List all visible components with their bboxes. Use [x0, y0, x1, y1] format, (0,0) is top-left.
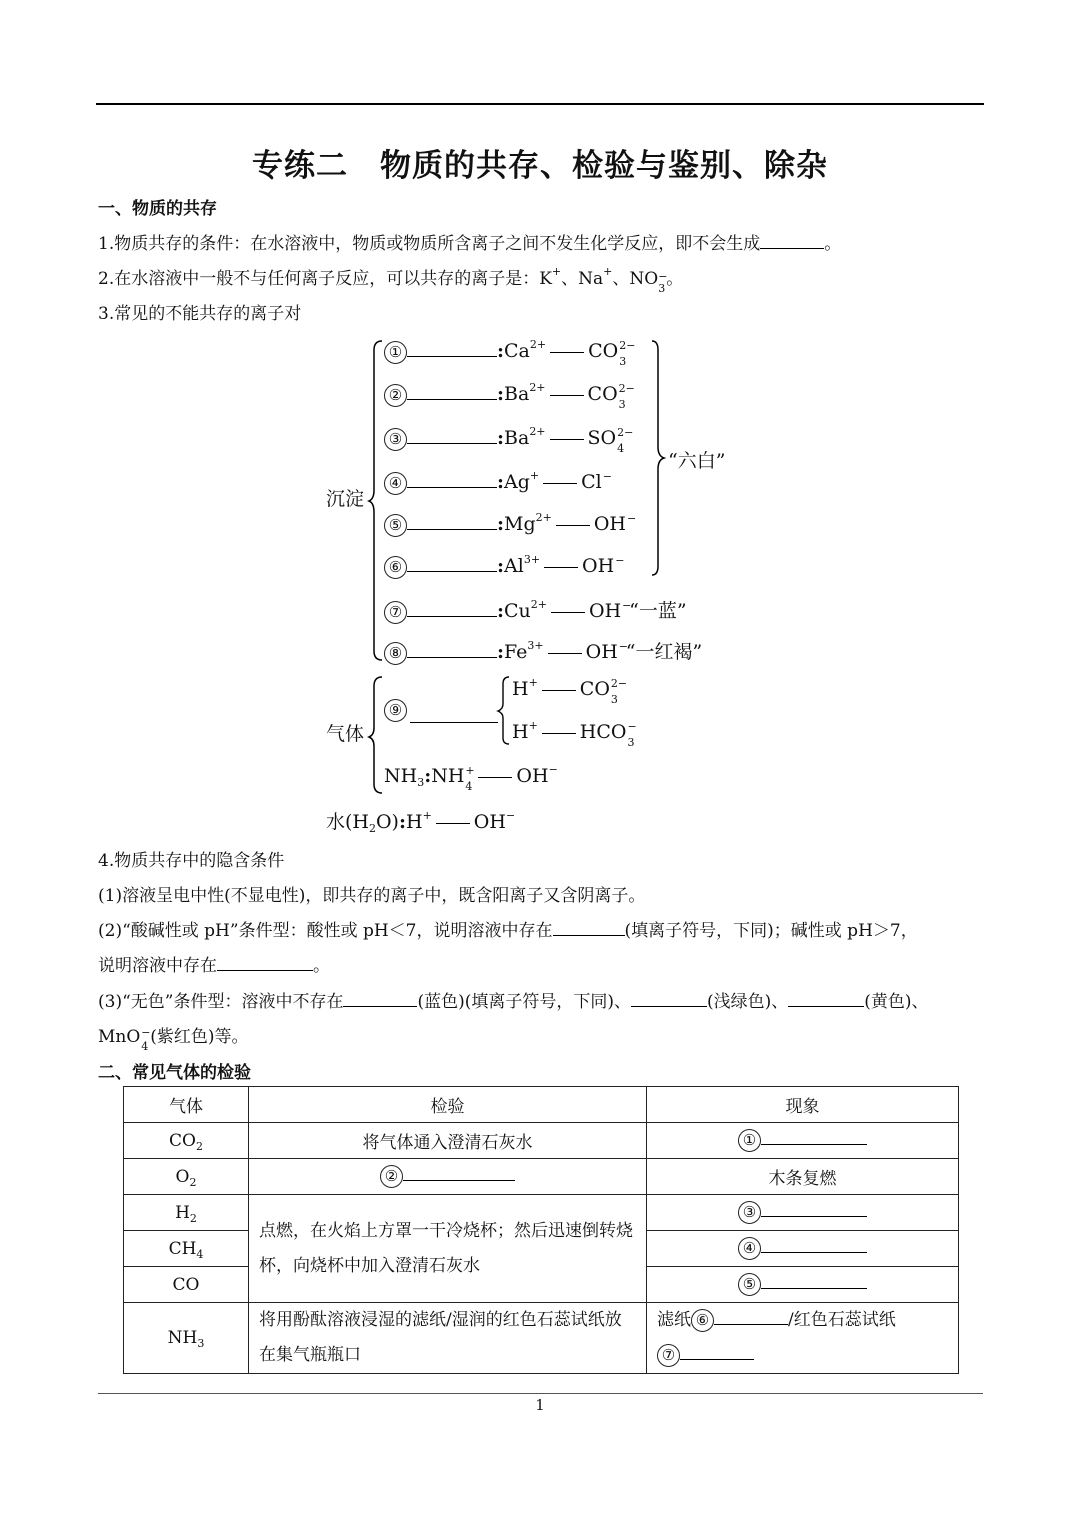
gas-name: CH: [168, 1238, 197, 1259]
combustion-test-cell: 点燃，在火焰上方罩一干冷烧杯；然后迅速倒转烧杯，向烧杯中加入澄清石灰水: [249, 1195, 647, 1303]
anion-charge: −: [627, 512, 637, 525]
anion: OH: [589, 600, 622, 622]
pair-number: ⑥: [384, 556, 407, 579]
gas-cell: [124, 1195, 249, 1231]
item4-3-cont: [98, 1022, 249, 1053]
cation: Ca: [504, 340, 530, 362]
gas-cell: [124, 1231, 249, 1267]
pair-dash: [551, 612, 585, 613]
item4: 4.物质共存中的隐含条件: [98, 851, 285, 871]
pair-number: ②: [384, 384, 407, 407]
pair-number: ⑧: [384, 642, 407, 665]
charge: +: [465, 764, 475, 777]
phenomenon-cell: [647, 1303, 959, 1374]
test-cell: 将用酚酞溶液浸湿的滤纸/湿润的红色石蕊试纸放在集气瓶瓶口: [249, 1303, 647, 1374]
pair-dash: [550, 352, 584, 353]
pair-dash: [436, 823, 470, 824]
water-label: 水(H: [326, 811, 369, 833]
cation: Fe: [504, 641, 528, 663]
precipitate-pair-row: ⑧ $:Fe^{3+}$ OH − “一红褐”: [384, 637, 702, 665]
bottom-rule: [98, 1393, 983, 1394]
cation: H: [406, 811, 423, 833]
header-phenomenon: 现象: [647, 1087, 959, 1123]
answer-blank[interactable]: [760, 247, 824, 249]
cation: NH: [431, 765, 465, 787]
cation-charge: 2+: [529, 425, 546, 438]
water-label-end: O): [375, 811, 399, 833]
answer-blank[interactable]: [407, 355, 497, 357]
item4-2-text: (2)“酸碱性或 pH”条件型：酸性或 pH＜7，说明溶液中存在: [98, 921, 553, 941]
answer-blank[interactable]: [788, 1005, 864, 1007]
precipitate-pair-row: ④ :Ag+ Cl −: [384, 471, 610, 495]
answer-blank[interactable]: [714, 1323, 788, 1325]
gas-pair-brace: [497, 676, 511, 746]
charge: −: [505, 809, 516, 822]
gas-brace: [368, 676, 384, 796]
pair-number: ④: [384, 472, 407, 495]
test-cell: [249, 1159, 647, 1195]
charge: −: [548, 763, 558, 776]
sub: 2: [189, 1211, 197, 1225]
anion-charge: −: [602, 470, 612, 483]
cation-charge: 2+: [529, 338, 547, 351]
cation: Mg: [504, 513, 536, 535]
phenomenon-cell: 木条复燃: [647, 1159, 959, 1195]
page-number: 1: [535, 1396, 545, 1414]
gas-name: NH: [167, 1328, 198, 1348]
anion: OH: [585, 641, 618, 663]
answer-blank[interactable]: [403, 1179, 515, 1181]
sub: 3: [627, 736, 635, 749]
anion-charge: −: [615, 554, 625, 567]
item4-3-text4: (黄色)、: [864, 992, 929, 1012]
anion: Cl: [581, 471, 602, 493]
gas-pair-2: [512, 719, 640, 749]
precipitate-pair-row: ⑦ $:Cu^{2+}$ OH − “一蓝”: [384, 596, 687, 624]
answer-blank[interactable]: [217, 969, 313, 971]
item4-2-text2: (填离子符号，下同)；碱性或 pH＞7，: [624, 921, 918, 941]
item1-end: 。: [824, 234, 842, 254]
pair-dash: [542, 690, 576, 691]
anion-charge: −: [618, 640, 628, 653]
cation-charge: +: [529, 469, 540, 482]
header-gas: 气体: [124, 1087, 249, 1123]
answer-blank[interactable]: [761, 1215, 867, 1217]
item2-text: 2.在水溶液中一般不与任何离子反应，可以共存的离子是：: [98, 269, 540, 289]
phenomenon-cell: [647, 1231, 959, 1267]
sub: 3: [610, 693, 618, 706]
item4-2: [98, 916, 918, 941]
sub: 3: [417, 776, 425, 789]
cation-charge: 2+: [535, 511, 552, 524]
pair-dash: [543, 483, 577, 484]
anion-charge: 2−: [619, 339, 636, 352]
gas-cell: [124, 1159, 249, 1195]
gas-num: [384, 698, 407, 722]
cation: Ba: [504, 383, 530, 405]
anion: HCO: [579, 721, 627, 743]
gas-name: H: [175, 1202, 190, 1223]
answer-blank[interactable]: [631, 1005, 707, 1007]
ion-charge: +: [603, 265, 613, 278]
gas-cell: [124, 1123, 249, 1159]
ion-charge: +: [551, 265, 562, 278]
nh3-pair: $NH_3:NH$ 4 + OH−: [384, 763, 558, 793]
item4-1: (1)溶液呈电中性(不显电性)，即共存的离子中，既含阳离子又含阴离子。: [98, 886, 646, 906]
num: ③: [738, 1201, 761, 1224]
gas-label: 气体: [326, 723, 365, 745]
pair-dash: [542, 733, 576, 734]
answer-blank[interactable]: [407, 528, 497, 530]
mno4: MnO: [98, 1027, 141, 1047]
cation-charge: 2+: [530, 598, 548, 611]
six-white-brace: [650, 340, 670, 580]
filter-paper-label: 滤纸: [657, 1310, 691, 1330]
pair-dash: [544, 567, 578, 568]
color-note: “一红褐”: [625, 641, 703, 663]
pair-number: ⑤: [384, 514, 407, 537]
anion-charge: −: [622, 599, 632, 612]
section1-heading: 一、物质的共存: [98, 199, 217, 219]
sub: 4: [141, 1040, 149, 1053]
answer-blank[interactable]: [407, 656, 497, 658]
sub: 4: [465, 780, 473, 793]
item4-2-text3: 说明溶液中存在: [98, 956, 217, 976]
num: ④: [738, 1237, 761, 1260]
item4-3-text3: (浅绿色)、: [707, 992, 789, 1012]
charge: +: [422, 809, 432, 822]
answer-blank[interactable]: [761, 1143, 867, 1145]
phenomenon-cell: [647, 1267, 959, 1303]
pair-number: ①: [384, 341, 407, 364]
precipitate-pair-row: ① $:Ca^{2+}$ CO 3 2−: [384, 340, 638, 364]
charge: 2−: [610, 677, 628, 690]
answer-blank[interactable]: [407, 570, 497, 572]
item3: 3.常见的不能共存的离子对: [98, 304, 302, 324]
item4-3-end: (紫红色)等。: [150, 1027, 249, 1047]
cation-charge: 3+: [523, 553, 541, 566]
page-title: 专练二 物质的共存、检验与鉴别、除杂: [252, 148, 828, 184]
cation: Ag: [504, 471, 530, 493]
nh3-label: NH: [384, 765, 418, 787]
anion: CO: [588, 340, 619, 362]
gas-blank[interactable]: [410, 722, 498, 723]
anion: OH: [516, 765, 549, 787]
table-row: [124, 1123, 959, 1159]
item1-text: 1.物质共存的条件：在水溶液中，物质或物质所含离子之间不发生化学反应，即不会生成: [98, 234, 761, 254]
ion-k: K: [539, 269, 552, 289]
item2: [98, 264, 684, 295]
pair-number: ⑦: [384, 601, 407, 624]
anion: SO: [587, 427, 617, 449]
gas-cell: [124, 1303, 249, 1374]
item2-end: 。: [666, 269, 684, 289]
ion-charge: −: [658, 270, 668, 283]
answer-blank[interactable]: [761, 1251, 867, 1253]
charge: −: [141, 1026, 151, 1039]
sub: 2: [195, 1139, 203, 1153]
num: ①: [738, 1129, 761, 1152]
answer-blank[interactable]: [680, 1358, 754, 1360]
charge: +: [528, 719, 538, 732]
item4-3-text: (3)“无色”条件型：溶液中不存在: [98, 992, 344, 1012]
cation-charge: 3+: [527, 639, 544, 652]
precipitate-pair-row: ③ $:Ba^{2+}$ SO 4 2−: [384, 427, 636, 451]
precipitate-pair-row: ② $:Ba^{2+}$ CO 3 2−: [384, 383, 638, 407]
precipitate-label: 沉淀: [326, 488, 365, 510]
cation: Ba: [504, 427, 530, 449]
six-white-label: “六白”: [668, 450, 726, 472]
table-row: [124, 1195, 959, 1231]
pair-dash: [478, 777, 512, 778]
ion-no3: 、NO: [612, 269, 659, 289]
charge: +: [528, 676, 538, 689]
pair-dash: [556, 525, 590, 526]
anion-sub: 3: [618, 398, 626, 411]
gas-pair-1: [512, 676, 630, 706]
pair-dash: [548, 653, 582, 654]
test-cell: 将气体通入澄清石灰水: [249, 1123, 647, 1159]
cation-charge: 2+: [529, 381, 546, 394]
precipitate-pair-row: ⑤ $:Mg^{2+}$ OH −: [384, 513, 634, 537]
pair-number: ③: [384, 428, 407, 451]
gas-test-table: [123, 1086, 959, 1374]
gas-name: O: [175, 1166, 190, 1187]
section2-heading: 二、常见气体的检验: [98, 1063, 251, 1083]
cation: Cu: [504, 600, 531, 622]
num: ②: [380, 1165, 403, 1188]
top-rule: [96, 103, 984, 105]
water-pair: 水$(H_2O):H^+$ OH−: [326, 809, 516, 835]
gas-cell: [124, 1267, 249, 1303]
answer-blank[interactable]: [407, 442, 497, 444]
precipitate-brace: [368, 340, 384, 662]
num: ⑦: [657, 1344, 680, 1367]
phenomenon-cell: [647, 1123, 959, 1159]
table-row: [124, 1303, 959, 1374]
cation: H: [512, 721, 529, 743]
gas-name: CO: [169, 1130, 196, 1151]
color-note: “一蓝”: [629, 600, 687, 622]
answer-blank[interactable]: [407, 615, 497, 617]
anion-charge: 2−: [618, 382, 635, 395]
anion-sub: 3: [619, 355, 627, 368]
sub: 3: [197, 1337, 205, 1350]
header-test: 检验: [249, 1087, 647, 1123]
answer-blank[interactable]: [553, 934, 625, 936]
pair-dash: [550, 395, 584, 396]
pair-dash: [550, 439, 584, 440]
item4-3-text2: (蓝色)(填离子符号，下同)、: [417, 992, 631, 1012]
cation: H: [512, 678, 529, 700]
num: ⑥: [691, 1309, 714, 1332]
item4-2-end: 。: [313, 956, 330, 976]
answer-blank[interactable]: [407, 398, 497, 400]
phenomenon-cell: [647, 1195, 959, 1231]
table-row: [124, 1159, 959, 1195]
precipitate-pair-row: ⑥ $:Al^{3+}$ OH −: [384, 555, 622, 579]
num-9: ⑨: [384, 699, 407, 722]
anion: OH: [593, 513, 627, 535]
item4-3: [98, 987, 929, 1012]
num: ⑤: [738, 1273, 761, 1296]
sub: 2: [189, 1175, 197, 1189]
sub: 4: [196, 1247, 204, 1261]
charge: −: [627, 720, 637, 733]
ion-na: 、Na: [561, 269, 604, 289]
anion-charge: 2−: [617, 426, 634, 439]
anion: CO: [587, 383, 618, 405]
answer-blank[interactable]: [761, 1287, 867, 1289]
anion: CO: [579, 678, 610, 700]
item4-2-cont: [98, 951, 330, 976]
ion-sub: 3: [658, 282, 666, 295]
litmus-label: /红色石蕊试纸: [788, 1310, 896, 1330]
item1: [98, 229, 841, 254]
gas-name: CO: [172, 1274, 200, 1295]
table-header-row: [124, 1087, 959, 1123]
answer-blank[interactable]: [407, 486, 497, 488]
answer-blank[interactable]: [343, 1005, 417, 1007]
sub: 2: [368, 822, 376, 835]
anion-sub: 4: [617, 442, 625, 455]
anion: OH: [582, 555, 615, 577]
anion: OH: [473, 811, 506, 833]
cation: Al: [504, 555, 524, 577]
